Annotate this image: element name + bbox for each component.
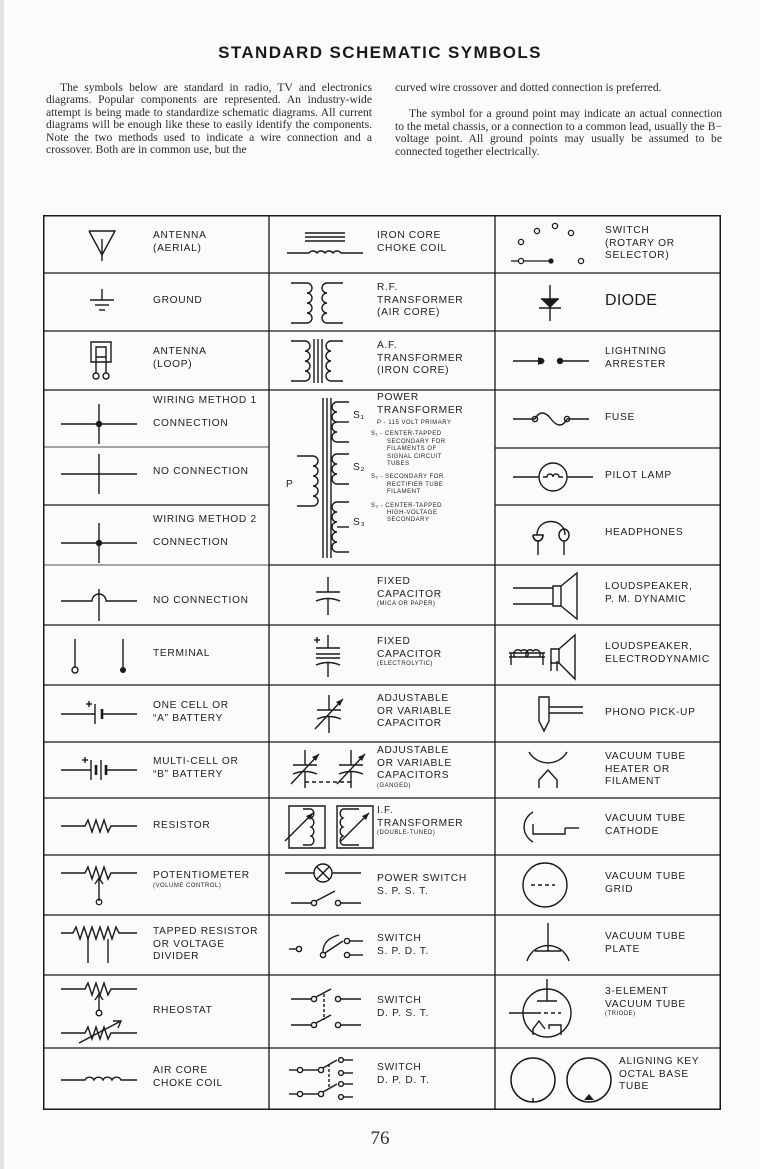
label-line: CHOKE COIL xyxy=(377,242,447,254)
label-line: PLATE xyxy=(605,943,641,955)
electrolytic-capacitor-icon xyxy=(313,633,343,679)
cell-tapped-resistor xyxy=(43,915,269,975)
label-line: D. P. D. T. xyxy=(377,1074,430,1086)
label-line: VACUUM TUBE xyxy=(605,871,686,882)
note-line: S₃ - CENTER-TAPPED xyxy=(371,502,443,509)
power-transformer-label xyxy=(377,392,463,417)
label-line: TUBE xyxy=(619,1081,649,1093)
page-title: STANDARD SCHEMATIC SYMBOLS xyxy=(218,43,542,62)
wire-crossover-icon xyxy=(61,452,137,496)
spdt-switch-icon xyxy=(287,929,367,963)
wire-junction-icon xyxy=(61,521,137,565)
headphones-label xyxy=(605,527,683,540)
air-core-choke-label xyxy=(153,1065,223,1090)
wiring-method-1-heading xyxy=(153,395,257,408)
label-line: TRANSFORMER xyxy=(377,294,464,306)
label-line: VACUUM TUBE xyxy=(605,998,686,1010)
terminal-icon xyxy=(65,635,135,677)
ground-label xyxy=(153,295,202,308)
cell-af-transformer xyxy=(269,331,495,390)
label-line: (IRON CORE) xyxy=(377,365,450,377)
power-transformer-notes xyxy=(371,420,451,525)
label-line: HEADPHONES xyxy=(605,527,684,538)
octal-tube-label xyxy=(619,1056,699,1094)
potentiometer-label xyxy=(153,870,250,890)
coil-label-s2: S₂ xyxy=(353,462,366,473)
label-line: (ROTARY OR xyxy=(605,237,675,249)
label-line: AIR CORE xyxy=(153,1065,208,1076)
label-line: CONNECTION xyxy=(153,418,229,429)
dpdt-switch-label xyxy=(377,1062,430,1087)
triode-label xyxy=(605,986,686,1019)
cell-electrolytic-capacitor xyxy=(269,625,495,685)
cell-headphones xyxy=(495,505,721,565)
label-line: POWER SWITCH xyxy=(377,873,467,884)
cell-rheostat xyxy=(43,975,269,1048)
cell-wiring-method-1 xyxy=(43,390,269,505)
label-line: CONNECTION xyxy=(153,537,229,548)
electrolytic-capacitor-label xyxy=(377,636,442,669)
iron-core-coil-icon xyxy=(287,229,363,259)
label-line: FUSE xyxy=(605,412,635,423)
coil-label-p: P xyxy=(286,479,294,490)
note-line: FILAMENT xyxy=(387,489,421,496)
fuse-label xyxy=(605,412,635,425)
label-line: P. M. DYNAMIC xyxy=(605,593,687,605)
label-line: WIRING METHOD 2 xyxy=(153,514,257,525)
ganged-capacitors-label xyxy=(377,745,452,790)
note-line: P - 115 VOLT PRIMARY xyxy=(377,420,452,426)
label-line: CAPACITOR xyxy=(377,648,442,660)
cell-ganged-capacitors xyxy=(269,742,495,798)
ganged-capacitors-icon xyxy=(285,748,375,794)
label-subtitle: (VOLUME CONTROL) xyxy=(153,882,222,889)
label-line: ALIGNING KEY xyxy=(619,1056,700,1067)
af-transformer-label xyxy=(377,340,463,378)
label-line: HEATER OR xyxy=(605,763,670,775)
tube-cathode-icon xyxy=(519,806,581,848)
if-transformer-label xyxy=(377,805,463,838)
cell-rotary-switch xyxy=(495,215,721,273)
pilot-lamp-label xyxy=(605,470,672,483)
label-line: OCTAL BASE xyxy=(619,1068,689,1080)
label-line: TRANSFORMER xyxy=(377,817,464,829)
label-subtitle: (DOUBLE-TUNED) xyxy=(377,830,436,837)
label-line: TERMINAL xyxy=(153,648,211,659)
battery-cell-icon xyxy=(61,699,137,729)
label-line: TAPPED RESISTOR xyxy=(153,926,259,937)
dpst-switch-label xyxy=(377,995,429,1020)
note-line: FILAMENTS OF xyxy=(387,446,437,453)
label-line: PHONO PICK-UP xyxy=(605,707,696,718)
cell-diode xyxy=(495,273,721,331)
triode-tube-icon xyxy=(509,979,585,1045)
label-line: FILAMENT xyxy=(605,776,661,788)
label-line: ADJUSTABLE xyxy=(377,693,449,704)
cell-tube-grid xyxy=(495,855,721,915)
wire-connection-dot-icon xyxy=(61,402,137,446)
rheostat-label xyxy=(153,1005,213,1018)
cell-switch-dpdt xyxy=(269,1048,495,1110)
power-switch-label xyxy=(377,873,467,898)
label-line: D. P. S. T. xyxy=(377,1007,430,1019)
label-line: I.F. xyxy=(377,805,394,816)
phono-pickup-icon xyxy=(535,693,585,735)
label-line: OR VOLTAGE xyxy=(153,938,225,950)
label-line: LOUDSPEAKER, xyxy=(605,581,693,592)
fuse-icon xyxy=(513,409,589,429)
label-line: ARRESTER xyxy=(605,358,667,370)
label-line: “A” BATTERY xyxy=(153,712,224,724)
tube-cathode-label xyxy=(605,813,686,838)
tapped-resistor-label xyxy=(153,926,258,964)
label-line: MULTI-CELL OR xyxy=(153,756,239,767)
cell-antenna-loop xyxy=(43,331,269,390)
label-line: SWITCH xyxy=(377,933,422,944)
tapped-resistor-icon xyxy=(61,923,137,967)
rf-transformer-label xyxy=(377,282,463,320)
label-line: (AIR CORE) xyxy=(377,307,441,319)
one-cell-battery-label xyxy=(153,700,229,725)
variable-capacitor-label xyxy=(377,693,452,731)
wiring-method-2-heading xyxy=(153,514,257,527)
diode-label: DIODE xyxy=(605,292,658,309)
cell-switch-dpst xyxy=(269,975,495,1048)
label-line: LIGHTNING xyxy=(605,346,667,357)
wiring-1-no-connection-label xyxy=(153,466,249,479)
cell-tube-plate xyxy=(495,915,721,975)
label-line: CATHODE xyxy=(605,825,659,837)
rheostat-icon xyxy=(61,981,141,1045)
loudspeaker-pm-label xyxy=(605,581,693,606)
label-line: OR VARIABLE xyxy=(377,757,452,769)
wire-hop-icon xyxy=(61,579,137,623)
intro-paragraph-2: The symbol for a ground point may indicate an actual connection to the metal chassis, or a connection to a common lead, usually the B− voltage point. All ground points may usually be assumed to be connected together electrically. xyxy=(395,107,722,158)
cell-potentiometer xyxy=(43,855,269,915)
lightning-arrester-label xyxy=(605,346,667,371)
note-line: S₁ - CENTER-TAPPED xyxy=(371,431,442,438)
label-line: SWITCH xyxy=(605,225,650,236)
label-line: SWITCH xyxy=(377,995,422,1006)
label-line: SELECTOR) xyxy=(605,250,670,262)
label-line: RESISTOR xyxy=(153,820,211,831)
cell-antenna xyxy=(43,215,269,273)
cell-tube-cathode xyxy=(495,798,721,855)
pm-speaker-icon xyxy=(513,571,583,621)
cell-switch-spdt xyxy=(269,915,495,975)
cell-lightning-arrester xyxy=(495,331,721,390)
loudspeaker-ed-label xyxy=(605,641,710,666)
air-core-coil-icon xyxy=(61,1068,137,1088)
resistor-label xyxy=(153,820,211,833)
tube-grid-icon xyxy=(517,861,573,909)
page-number: 76 xyxy=(370,1128,390,1149)
label-line: TRANSFORMER xyxy=(377,352,464,364)
terminal-label xyxy=(153,648,210,661)
coil-label-s3: S₃ xyxy=(353,517,366,528)
label-line: TRANSFORMER xyxy=(377,404,464,416)
label-line: ANTENNA xyxy=(153,346,207,357)
note-line: HIGH-VOLTAGE xyxy=(387,510,438,517)
intro-paragraph-1: The symbols below are standard in radio, TV and electronics diagrams. Popular components are represented. An industry-wide attempt is being made to standardize schematic diagrams. All current diagrams will be enough like these to easily identify the components. Note the two methods used to indicate a wire connection and a crossover. Both are in common use, but the xyxy=(46,81,372,157)
loop-antenna-icon xyxy=(83,339,119,383)
label-line: CAPACITOR xyxy=(377,588,442,600)
af-transformer-icon xyxy=(289,337,345,383)
resistor-icon xyxy=(61,816,137,836)
label-line: OR VARIABLE xyxy=(377,705,452,717)
tube-plate-icon xyxy=(523,921,573,969)
iron-core-choke-label xyxy=(377,230,447,255)
label-line: IRON CORE xyxy=(377,230,442,241)
label-line: VACUUM TUBE xyxy=(605,751,686,762)
label-line: CAPACITOR xyxy=(377,718,442,730)
electrodynamic-speaker-icon xyxy=(507,631,587,681)
rotary-switch-icon xyxy=(511,221,587,267)
label-line: A.F. xyxy=(377,340,398,351)
battery-multi-cell-icon xyxy=(61,755,137,785)
label-line: R.F. xyxy=(377,282,398,293)
cell-variable-capacitor xyxy=(269,685,495,742)
fixed-capacitor-label xyxy=(377,576,442,609)
label-line: NO CONNECTION xyxy=(153,466,249,477)
capacitor-icon xyxy=(313,575,343,617)
note-line: RECTIFIER TUBE xyxy=(387,481,444,488)
cell-ground xyxy=(43,273,269,331)
cell-fuse xyxy=(495,390,721,448)
octal-base-tube-icon xyxy=(509,1054,619,1106)
antenna-label xyxy=(153,230,207,255)
variable-capacitor-icon xyxy=(309,693,349,735)
cell-fixed-capacitor xyxy=(269,565,495,625)
label-line: S. P. D. T. xyxy=(377,945,430,957)
if-transformer-icon xyxy=(283,803,379,851)
label-subtitle: (MICA OR PAPER) xyxy=(377,601,436,608)
label-line: (AERIAL) xyxy=(153,242,202,254)
label-line: NO CONNECTION xyxy=(153,595,249,606)
cell-loudspeaker-pm xyxy=(495,565,721,625)
cell-iron-core-choke xyxy=(269,215,495,273)
spdt-switch-label xyxy=(377,933,429,958)
label-line: RHEOSTAT xyxy=(153,1005,213,1016)
label-line: FIXED xyxy=(377,636,411,647)
cell-rf-transformer xyxy=(269,273,495,331)
cell-resistor xyxy=(43,798,269,855)
phono-pickup-label xyxy=(605,707,696,720)
cell-loudspeaker-ed xyxy=(495,625,721,685)
label-line: ELECTRODYNAMIC xyxy=(605,653,710,665)
note-line: S₂ - SECONDARY FOR xyxy=(371,474,444,481)
label-line: GROUND xyxy=(153,295,203,306)
cell-phono-pickup xyxy=(495,685,721,742)
label-line: CAPACITORS xyxy=(377,770,450,782)
note-line: TUBES xyxy=(387,461,410,468)
label-subtitle: (GANGED) xyxy=(377,782,411,789)
label-subtitle: (ELECTROLYTIC) xyxy=(377,661,433,668)
note-line: SIGNAL CIRCUIT xyxy=(387,453,442,460)
label-subtitle: (TRIODE) xyxy=(605,1011,636,1018)
cell-tube-heater xyxy=(495,742,721,798)
cell-air-core-choke xyxy=(43,1048,269,1110)
label-line: 3-ELEMENT xyxy=(605,986,669,997)
cell-triode xyxy=(495,975,721,1048)
label-line: CHOKE COIL xyxy=(153,1077,223,1089)
label-line: VACUUM TUBE xyxy=(605,931,686,942)
tube-heater-label xyxy=(605,751,686,789)
cell-multi-cell-battery xyxy=(43,742,269,798)
label-line: S. P. S. T. xyxy=(377,885,429,897)
rf-transformer-icon xyxy=(289,279,345,325)
label-line: DIVIDER xyxy=(153,951,200,963)
intro-paragraph-1-continued: curved wire crossover and dotted connection is preferred. xyxy=(395,81,662,94)
ground-icon xyxy=(87,287,117,317)
label-line: LOUDSPEAKER, xyxy=(605,641,693,652)
label-line: SWITCH xyxy=(377,1062,422,1073)
wiring-1-connection-label xyxy=(153,418,228,431)
label-line: ONE CELL OR xyxy=(153,700,229,711)
dpdt-switch-icon xyxy=(287,1056,367,1104)
cell-one-cell-battery xyxy=(43,685,269,742)
wiring-2-no-connection-label xyxy=(153,595,249,608)
label-line: VACUUM TUBE xyxy=(605,813,686,824)
label-line: GRID xyxy=(605,883,634,895)
label-line: “B” BATTERY xyxy=(153,768,224,780)
dpst-switch-icon xyxy=(287,987,367,1037)
cell-wiring-method-2 xyxy=(43,505,269,625)
potentiometer-icon xyxy=(61,863,137,907)
label-line: FIXED xyxy=(377,576,411,587)
note-line: SECONDARY xyxy=(387,517,430,524)
intro-right-column xyxy=(395,82,722,158)
rotary-switch-label xyxy=(605,225,675,263)
tube-grid-label xyxy=(605,871,686,896)
label-line: ADJUSTABLE xyxy=(377,745,449,756)
label-line: ANTENNA xyxy=(153,230,207,241)
label-line: PILOT LAMP xyxy=(605,470,672,481)
label-line: POWER xyxy=(377,392,419,403)
pilot-lamp-icon xyxy=(513,460,593,494)
power-switch-icon xyxy=(285,861,365,911)
cell-power-switch xyxy=(269,855,495,915)
cell-if-transformer xyxy=(269,798,495,855)
symbols-table xyxy=(43,215,721,1110)
label-line: (LOOP) xyxy=(153,358,193,370)
cell-octal-tube xyxy=(495,1048,721,1110)
label-line: WIRING METHOD 1 xyxy=(153,395,257,406)
note-line: SECONDARY FOR xyxy=(387,438,446,445)
multi-cell-battery-label xyxy=(153,756,239,781)
coil-label-s1: S₁ xyxy=(353,410,365,421)
intro-left-column xyxy=(46,82,372,156)
cell-pilot-lamp xyxy=(495,448,721,505)
antenna-loop-label xyxy=(153,346,207,371)
tube-plate-label xyxy=(605,931,686,956)
lightning-arrester-icon xyxy=(513,351,589,371)
antenna-icon xyxy=(87,227,117,263)
cell-power-transformer xyxy=(269,390,495,565)
cell-terminal xyxy=(43,625,269,685)
wiring-2-connection-label xyxy=(153,537,228,550)
label-line: POTENTIOMETER xyxy=(153,870,250,881)
tube-heater-icon xyxy=(523,748,573,792)
headphones-icon xyxy=(531,513,571,557)
diode-icon xyxy=(535,283,565,323)
